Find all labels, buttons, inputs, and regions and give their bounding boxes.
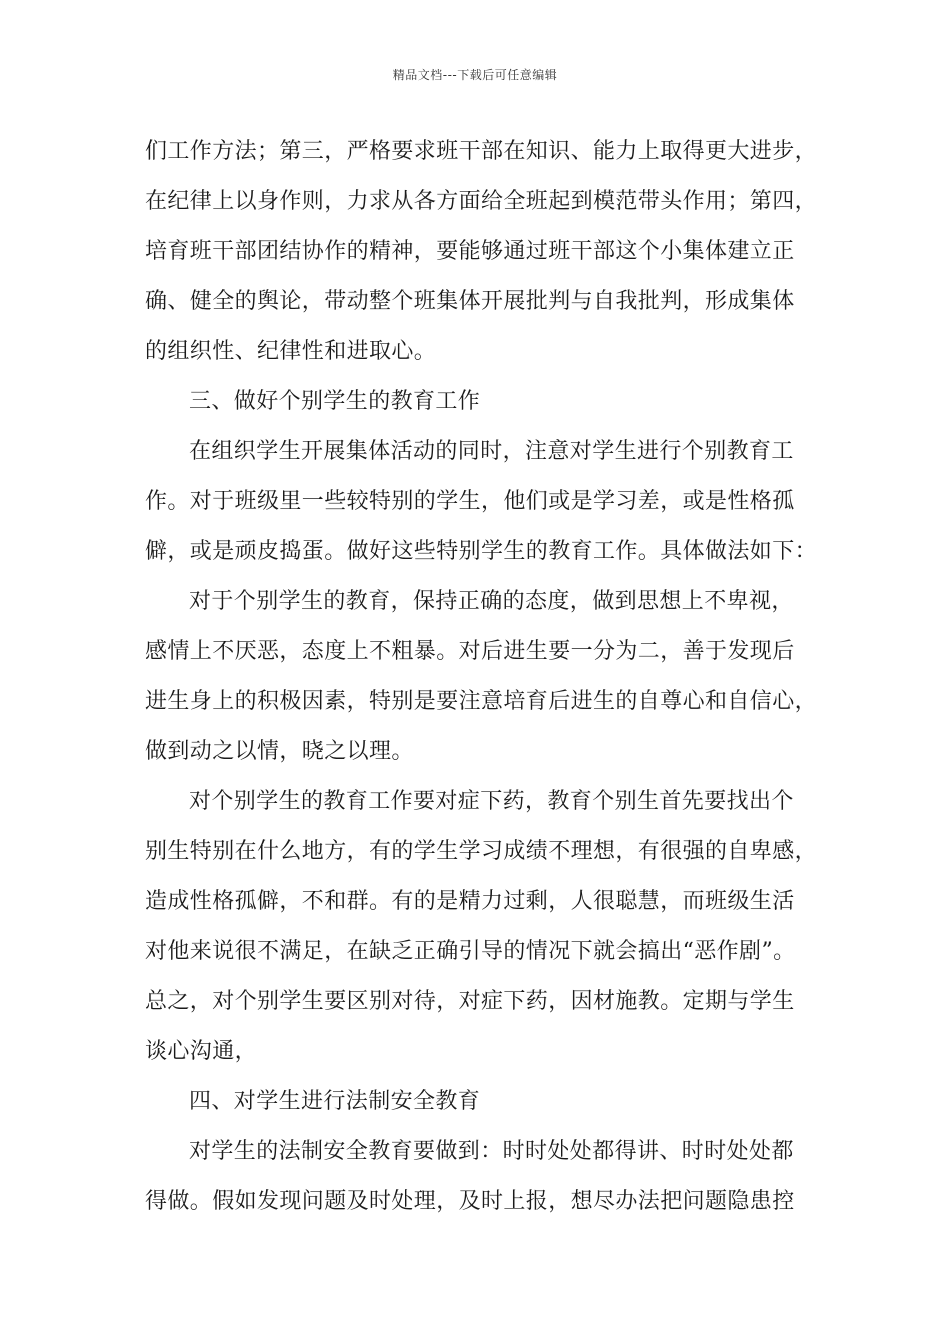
text-line: 培育班干部团结协作的精神，要能够通过班干部这个小集体建立正 (145, 239, 795, 264)
text-line: 感情上不厌恶，态度上不粗暴。对后进生要一分为二，善于发现后 (145, 639, 795, 664)
text-line: 确、健全的舆论，带动整个班集体开展批判与自我批判，形成集体 (145, 289, 795, 314)
text-line: 作。对于班级里一些较特别的学生，他们或是学习差，或是性格孤 (145, 489, 795, 514)
text-line: 对他来说很不满足，在缺乏正确引导的情况下就会搞出“恶作剧”。 (145, 939, 796, 964)
text-line: 进生身上的积极因素，特别是要注意培育后进生的自尊心和自信心， (145, 689, 818, 714)
page-header: 精品文档---下载后可任意编辑 (392, 68, 558, 82)
text-line: 谈心沟通， (145, 1039, 258, 1064)
text-line: 僻，或是顽皮捣蛋。做好这些特别学生的教育工作。具体做法如下： (145, 539, 818, 564)
text-line: 做到动之以情，晓之以理。 (145, 739, 414, 764)
text-line: 得做。假如发现问题及时处理，及时上报，想尽办法把问题隐患控 (145, 1189, 795, 1214)
text-line: 对于个别学生的教育，保持正确的态度，做到思想上不卑视， (189, 589, 794, 614)
document-body (145, 127, 818, 1227)
text-line: 四、对学生进行法制安全教育 (189, 1089, 481, 1114)
text-line: 们工作方法；第三，严格要求班干部在知识、能力上取得更大进步， (145, 139, 818, 164)
text-line: 对个别学生的教育工作要对症下药，教育个别生首先要找出个 (189, 789, 794, 814)
text-line: 总之，对个别学生要区别对待，对症下药，因材施教。定期与学生 (145, 989, 795, 1014)
text-line: 对学生的法制安全教育要做到：时时处处都得讲、时时处处都 (189, 1139, 794, 1164)
text-line: 在纪律上以身作则，力求从各方面给全班起到模范带头作用；第四， (145, 189, 818, 214)
text-line: 造成性格孤僻，不和群。有的是精力过剩，人很聪慧，而班级生活 (145, 889, 795, 914)
text-line: 三、做好个别学生的教育工作 (189, 389, 481, 414)
text-line: 别生特别在什么地方，有的学生学习成绩不理想，有很强的自卑感， (145, 839, 818, 864)
text-line: 在组织学生开展集体活动的同时，注意对学生进行个别教育工 (189, 439, 794, 464)
text-line: 的组织性、纪律性和进取心。 (145, 339, 437, 364)
